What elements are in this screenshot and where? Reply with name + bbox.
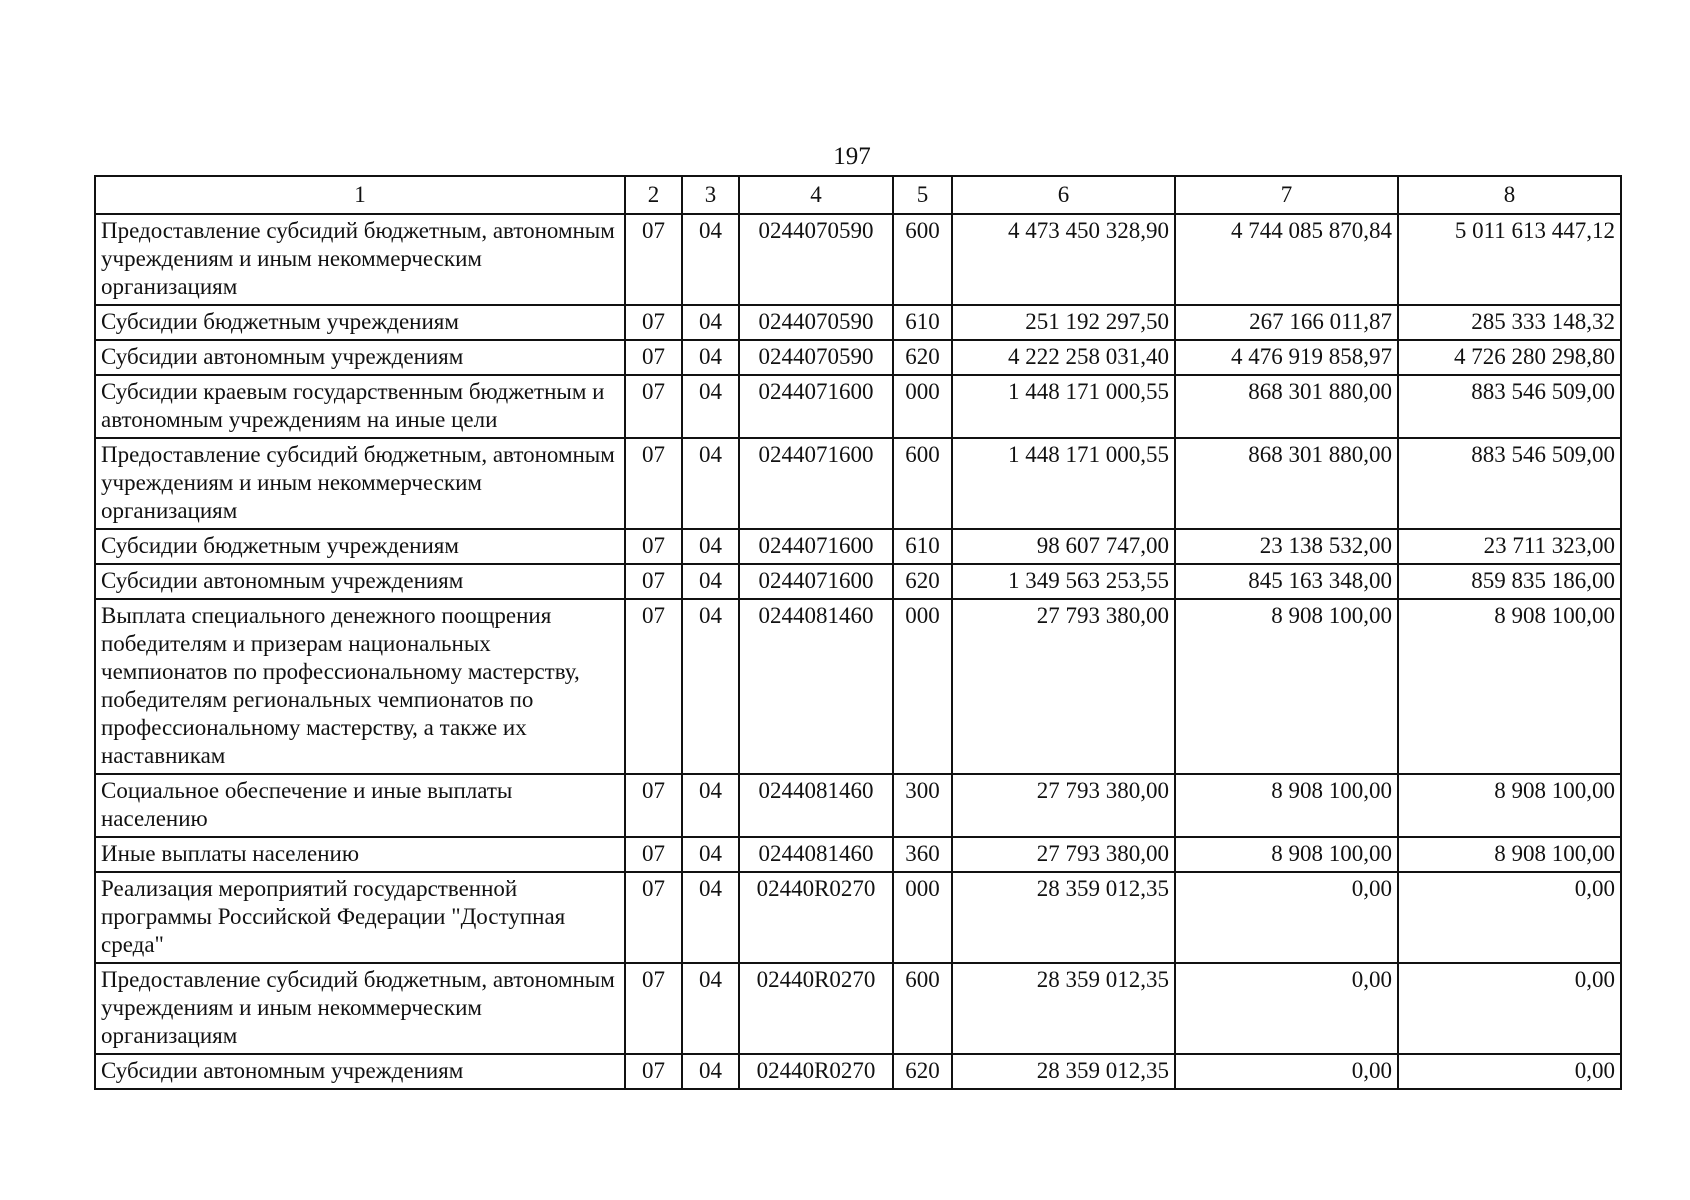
row-name: Предоставление субсидий бюджетным, автономным учреждениям и иным некоммерческим организациям <box>95 438 625 529</box>
row-amount-col8: 883 546 509,00 <box>1398 438 1621 529</box>
table-row <box>95 564 1621 599</box>
row-subsection: 04 <box>682 1054 739 1089</box>
row-name: Иные выплаты населению <box>95 837 625 872</box>
row-amount-col6: 27 793 380,00 <box>952 837 1175 872</box>
row-expense-type: 600 <box>893 963 952 1054</box>
header-col-8: 8 <box>1398 176 1621 214</box>
row-amount-col8: 883 546 509,00 <box>1398 375 1621 438</box>
row-expense-type: 620 <box>893 564 952 599</box>
row-section: 07 <box>625 529 682 564</box>
row-target-code: 0244071600 <box>739 375 893 438</box>
row-target-code: 02440R0270 <box>739 1054 893 1089</box>
row-name: Выплата специального денежного поощрения победителям и призерам национальных чемпионатов по профессиональному мастерству, победителям региональных чемпионатов по профессиональному мастерству, а также их наставникам <box>95 599 625 774</box>
table-row <box>95 599 1621 774</box>
row-subsection: 04 <box>682 529 739 564</box>
row-target-code: 0244081460 <box>739 599 893 774</box>
row-subsection: 04 <box>682 872 739 963</box>
table-row <box>95 837 1621 872</box>
row-amount-col8: 0,00 <box>1398 1054 1621 1089</box>
row-amount-col7: 868 301 880,00 <box>1175 438 1398 529</box>
row-name: Субсидии автономным учреждениям <box>95 564 625 599</box>
row-target-code: 0244070590 <box>739 305 893 340</box>
row-expense-type: 000 <box>893 375 952 438</box>
row-amount-col7: 267 166 011,87 <box>1175 305 1398 340</box>
row-amount-col6: 251 192 297,50 <box>952 305 1175 340</box>
row-subsection: 04 <box>682 214 739 305</box>
row-amount-col6: 27 793 380,00 <box>952 774 1175 837</box>
row-target-code: 0244071600 <box>739 529 893 564</box>
table-row <box>95 963 1621 1054</box>
row-amount-col7: 845 163 348,00 <box>1175 564 1398 599</box>
row-expense-type: 000 <box>893 599 952 774</box>
row-name: Субсидии автономным учреждениям <box>95 340 625 375</box>
row-name: Субсидии бюджетным учреждениям <box>95 305 625 340</box>
header-col-2: 2 <box>625 176 682 214</box>
table-row <box>95 375 1621 438</box>
page-number: 197 <box>833 143 871 170</box>
row-amount-col8: 285 333 148,32 <box>1398 305 1621 340</box>
row-amount-col6: 1 349 563 253,55 <box>952 564 1175 599</box>
row-subsection: 04 <box>682 837 739 872</box>
row-name: Субсидии автономным учреждениям <box>95 1054 625 1089</box>
header-col-3: 3 <box>682 176 739 214</box>
row-amount-col6: 98 607 747,00 <box>952 529 1175 564</box>
row-amount-col8: 8 908 100,00 <box>1398 837 1621 872</box>
row-amount-col7: 4 744 085 870,84 <box>1175 214 1398 305</box>
row-section: 07 <box>625 872 682 963</box>
row-expense-type: 610 <box>893 529 952 564</box>
row-target-code: 0244070590 <box>739 214 893 305</box>
row-amount-col7: 0,00 <box>1175 963 1398 1054</box>
row-section: 07 <box>625 1054 682 1089</box>
table-row <box>95 438 1621 529</box>
row-amount-col7: 8 908 100,00 <box>1175 774 1398 837</box>
table-row <box>95 340 1621 375</box>
header-col-4: 4 <box>739 176 893 214</box>
row-subsection: 04 <box>682 340 739 375</box>
budget-table <box>94 175 1622 1090</box>
row-section: 07 <box>625 305 682 340</box>
row-name: Предоставление субсидий бюджетным, автономным учреждениям и иным некоммерческим организациям <box>95 214 625 305</box>
row-amount-col8: 0,00 <box>1398 963 1621 1054</box>
row-name: Субсидии бюджетным учреждениям <box>95 529 625 564</box>
row-expense-type: 620 <box>893 1054 952 1089</box>
table-row <box>95 1054 1621 1089</box>
table-row <box>95 214 1621 305</box>
row-amount-col8: 23 711 323,00 <box>1398 529 1621 564</box>
row-amount-col6: 1 448 171 000,55 <box>952 375 1175 438</box>
row-target-code: 02440R0270 <box>739 963 893 1054</box>
row-target-code: 0244071600 <box>739 564 893 599</box>
header-col-5: 5 <box>893 176 952 214</box>
row-target-code: 02440R0270 <box>739 872 893 963</box>
row-amount-col6: 4 222 258 031,40 <box>952 340 1175 375</box>
row-section: 07 <box>625 837 682 872</box>
row-section: 07 <box>625 214 682 305</box>
table-row <box>95 305 1621 340</box>
row-section: 07 <box>625 599 682 774</box>
header-col-7: 7 <box>1175 176 1398 214</box>
row-expense-type: 000 <box>893 872 952 963</box>
row-amount-col7: 8 908 100,00 <box>1175 837 1398 872</box>
row-amount-col8: 5 011 613 447,12 <box>1398 214 1621 305</box>
row-expense-type: 300 <box>893 774 952 837</box>
row-subsection: 04 <box>682 305 739 340</box>
row-amount-col8: 0,00 <box>1398 872 1621 963</box>
row-target-code: 0244071600 <box>739 438 893 529</box>
row-amount-col8: 4 726 280 298,80 <box>1398 340 1621 375</box>
row-section: 07 <box>625 438 682 529</box>
row-amount-col6: 28 359 012,35 <box>952 1054 1175 1089</box>
row-name: Социальное обеспечение и иные выплаты населению <box>95 774 625 837</box>
header-col-6: 6 <box>952 176 1175 214</box>
row-amount-col8: 8 908 100,00 <box>1398 774 1621 837</box>
row-expense-type: 610 <box>893 305 952 340</box>
row-expense-type: 600 <box>893 214 952 305</box>
row-section: 07 <box>625 375 682 438</box>
row-section: 07 <box>625 963 682 1054</box>
header-col-1: 1 <box>95 176 625 214</box>
row-amount-col6: 28 359 012,35 <box>952 963 1175 1054</box>
row-name: Предоставление субсидий бюджетным, автономным учреждениям и иным некоммерческим организациям <box>95 963 625 1054</box>
row-amount-col7: 868 301 880,00 <box>1175 375 1398 438</box>
row-subsection: 04 <box>682 438 739 529</box>
row-subsection: 04 <box>682 599 739 774</box>
row-section: 07 <box>625 340 682 375</box>
row-expense-type: 360 <box>893 837 952 872</box>
row-expense-type: 620 <box>893 340 952 375</box>
row-expense-type: 600 <box>893 438 952 529</box>
row-subsection: 04 <box>682 375 739 438</box>
row-subsection: 04 <box>682 963 739 1054</box>
table-row <box>95 774 1621 837</box>
row-subsection: 04 <box>682 564 739 599</box>
row-amount-col8: 859 835 186,00 <box>1398 564 1621 599</box>
row-section: 07 <box>625 564 682 599</box>
row-amount-col7: 0,00 <box>1175 1054 1398 1089</box>
row-amount-col6: 28 359 012,35 <box>952 872 1175 963</box>
row-name: Субсидии краевым государственным бюджетным и автономным учреждениям на иные цели <box>95 375 625 438</box>
row-subsection: 04 <box>682 774 739 837</box>
row-target-code: 0244081460 <box>739 837 893 872</box>
row-target-code: 0244070590 <box>739 340 893 375</box>
row-amount-col6: 4 473 450 328,90 <box>952 214 1175 305</box>
row-amount-col8: 8 908 100,00 <box>1398 599 1621 774</box>
row-amount-col7: 23 138 532,00 <box>1175 529 1398 564</box>
row-amount-col7: 4 476 919 858,97 <box>1175 340 1398 375</box>
row-target-code: 0244081460 <box>739 774 893 837</box>
row-amount-col6: 1 448 171 000,55 <box>952 438 1175 529</box>
row-amount-col7: 0,00 <box>1175 872 1398 963</box>
row-amount-col7: 8 908 100,00 <box>1175 599 1398 774</box>
row-amount-col6: 27 793 380,00 <box>952 599 1175 774</box>
row-name: Реализация мероприятий государственной программы Российской Федерации "Доступная среда" <box>95 872 625 963</box>
row-section: 07 <box>625 774 682 837</box>
header-row <box>95 176 1621 214</box>
table-row <box>95 872 1621 963</box>
table-row <box>95 529 1621 564</box>
